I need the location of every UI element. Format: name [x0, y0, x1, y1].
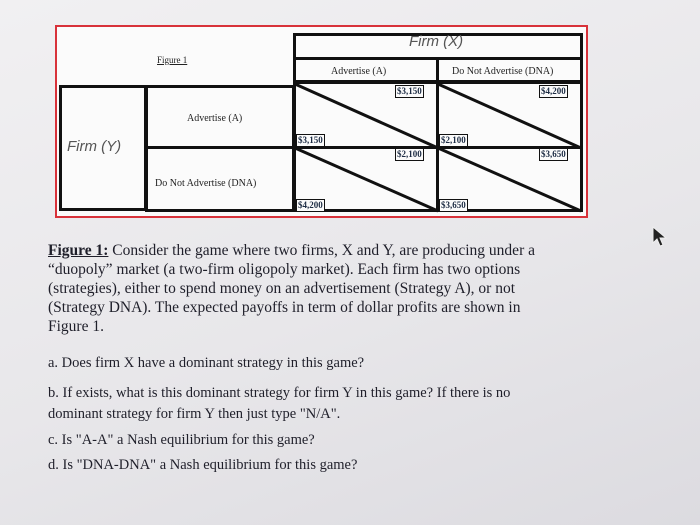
- payoff-dna-a-y: $4,200: [298, 200, 323, 210]
- caption-line-2: “duopoly” market (a two-firm oligopoly market). Each firm has two options: [48, 261, 521, 278]
- payoff-a-a-x: $3,150: [397, 86, 422, 96]
- caption-line-3: (strategies), either to spend money on an advertisement (Strategy A), or not: [48, 280, 516, 297]
- payoff-a-a-y: $3,150: [298, 135, 323, 145]
- row-player-label: Firm (Y): [67, 138, 122, 155]
- caption-line-1-text: Consider the game where two firms, X and Y, are producing under a: [112, 242, 535, 259]
- caption-line-1: [48, 241, 608, 260]
- payoff-dna-dna-x: $3,650: [541, 149, 566, 159]
- question-c: c. Is "A-A" a Nash equilibrium for this game?: [48, 432, 315, 448]
- caption-lead: Figure 1:: [48, 242, 109, 259]
- payoff-a-dna-y: $2,100: [441, 135, 466, 145]
- caption-line-5: Figure 1.: [48, 318, 104, 335]
- payoff-a-dna-x: $4,200: [541, 86, 566, 96]
- question-a: a. Does firm X have a dominant strategy in this game?: [48, 355, 365, 371]
- question-d: d. Is "DNA-DNA" a Nash equilibrium for this game?: [48, 457, 358, 473]
- figure-label: Figure 1: [157, 55, 188, 65]
- row-strategy-a: Advertise (A): [187, 113, 243, 124]
- payoff-matrix: [55, 25, 588, 218]
- col-strategy-dna: Do Not Advertise (DNA): [452, 66, 554, 77]
- figure-caption: [48, 241, 608, 336]
- col-player-label: Firm (X): [409, 33, 464, 50]
- payoff-dna-a-x: $2,100: [397, 149, 422, 159]
- caption-line-4: (Strategy DNA). The expected payoffs in term of dollar profits are shown in: [48, 299, 521, 316]
- payoff-dna-dna-y: $3,650: [441, 200, 466, 210]
- question-b-continued: dominant strategy for firm Y then just type "N/A".: [48, 406, 341, 422]
- mouse-pointer-icon: [652, 226, 668, 248]
- question-b: b. If exists, what is this dominant strategy for firm Y in this game? If there is no: [48, 385, 511, 401]
- row-strategy-dna: Do Not Advertise (DNA): [155, 178, 257, 189]
- payoff-diagonals: [57, 27, 590, 220]
- col-strategy-a: Advertise (A): [331, 66, 387, 77]
